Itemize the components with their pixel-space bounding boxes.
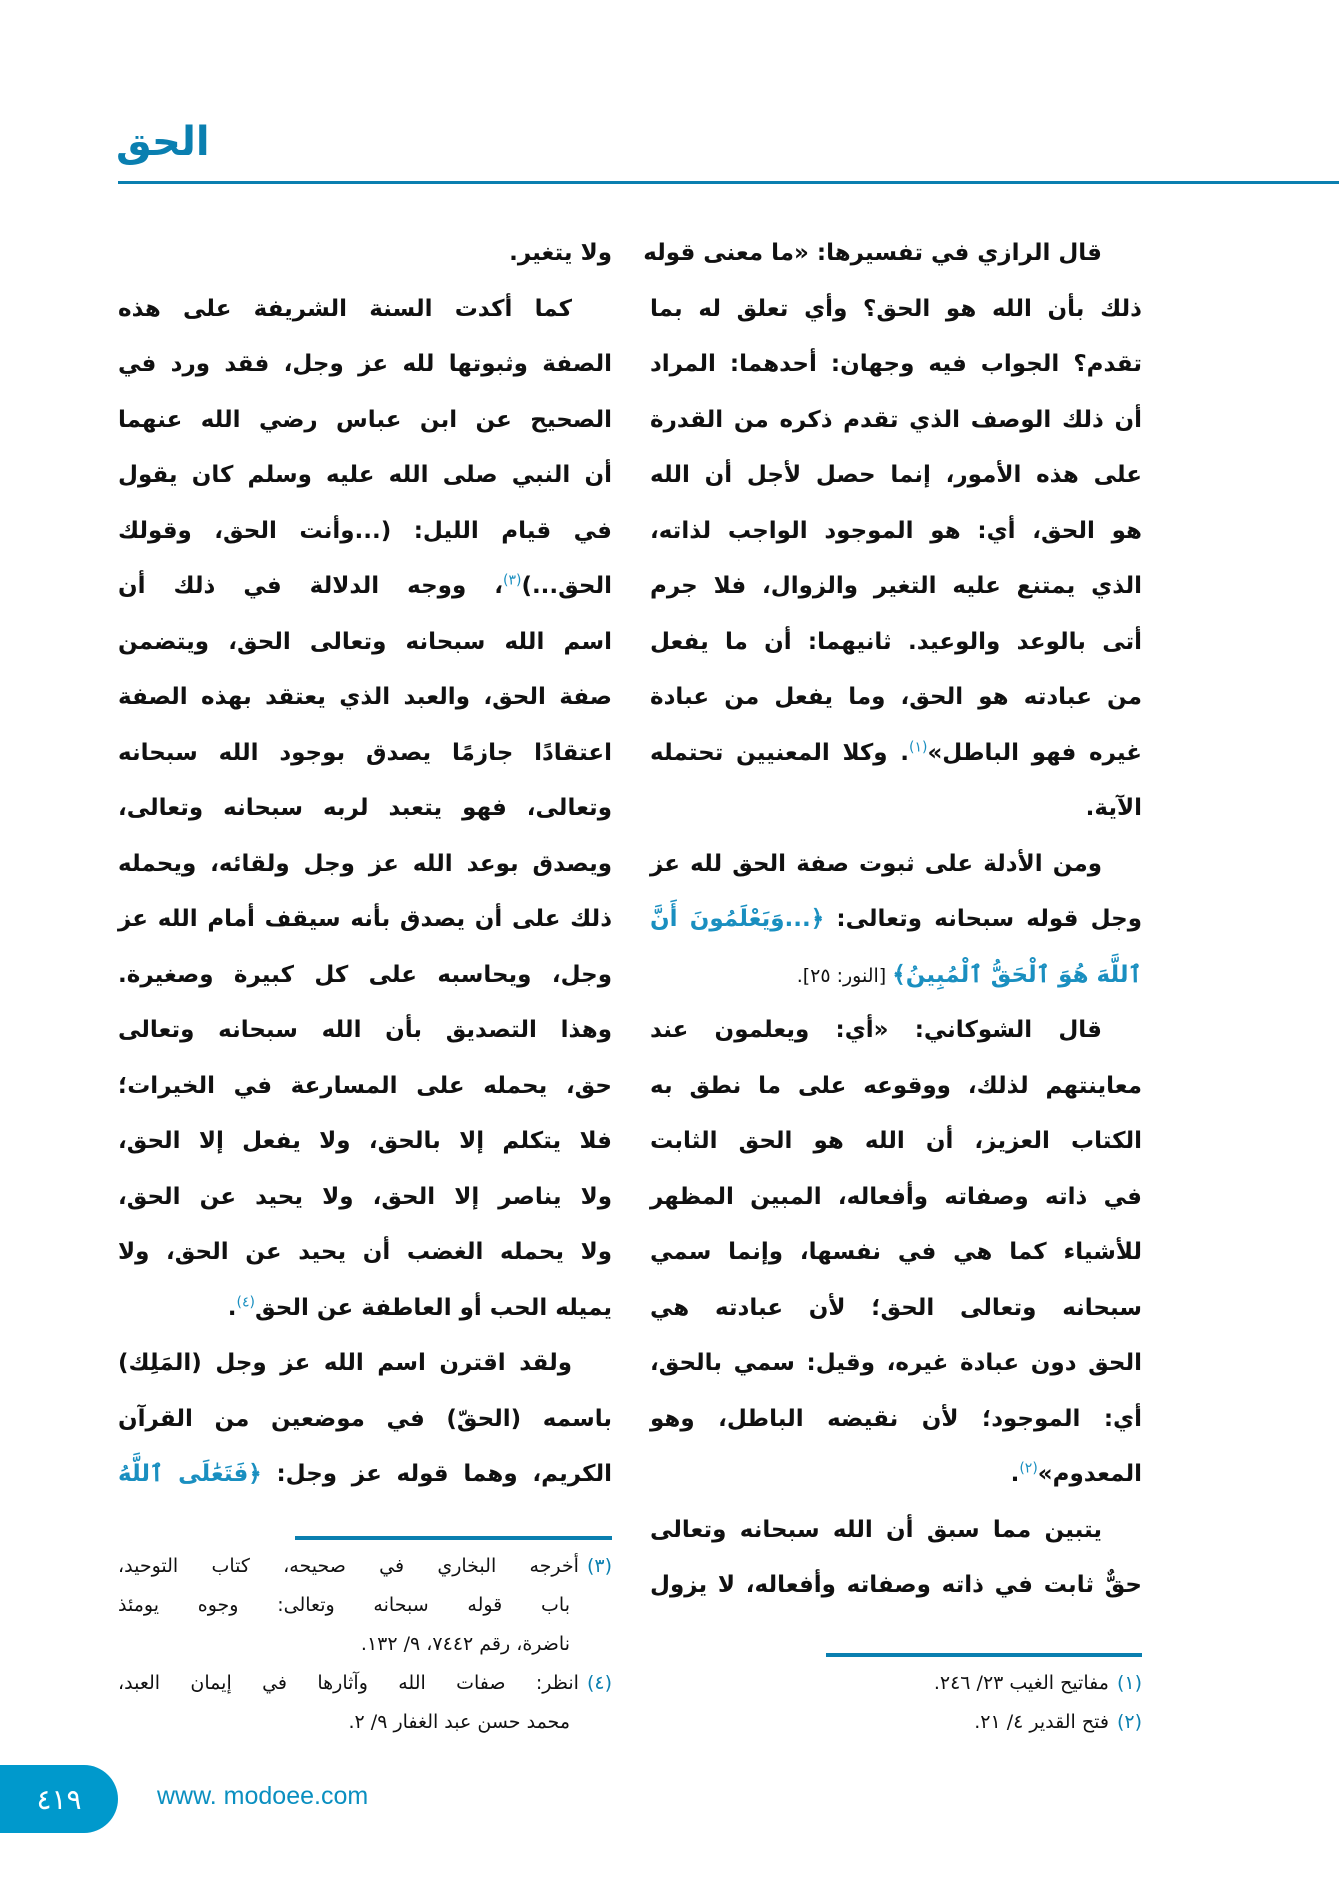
text-segment: الآية. [1085, 795, 1142, 821]
text-segment: معاينتهم لذلك، ووقوعه على ما نطق به [650, 1072, 1142, 1099]
footnote-number: (٤) [586, 1672, 612, 1694]
text-segment: على هذه الأمور، إنما حصل لأجل أن الله [650, 462, 1142, 488]
text-line [643, 226, 1142, 282]
footnote-line [118, 1586, 612, 1625]
text-line [118, 1447, 612, 1503]
footnotes-right [826, 1664, 1142, 1742]
right-text-column [643, 226, 1142, 1614]
text-line [650, 393, 1142, 449]
text-segment: . [227, 1294, 237, 1321]
text-line [650, 781, 1142, 837]
text-segment: . وكلا المعنيين تحتمله [650, 739, 909, 766]
website-link[interactable]: www. modoee.com [157, 1782, 369, 1810]
text-line [118, 781, 612, 837]
text-line [650, 448, 1142, 504]
text-line [118, 448, 612, 504]
text-segment: صفة الحق، والعبد الذي يعتقد بهذه الصفة [118, 684, 612, 710]
text-line [118, 837, 612, 893]
text-segment: وتعالى، فهو يتعبد لربه سبحانه وتعالى، [118, 795, 612, 821]
text-line [650, 1336, 1142, 1392]
quran-verse: ﴿...وَيَعْلَمُونَ أَنَّ [650, 906, 825, 932]
footnote-text: انظر: صفات الله وآثارها في إيمان العبد، [118, 1672, 579, 1694]
text-line [118, 1003, 612, 1059]
text-line [650, 1059, 1142, 1115]
text-segment: ، ووجه الدلالة في ذلك أن [118, 573, 503, 599]
text-line [118, 1336, 612, 1392]
footnote-line [118, 1664, 612, 1703]
text-line [650, 1003, 1142, 1059]
text-segment: حقٌّ ثابت في ذاته وصفاته وأفعاله، لا يزول [650, 1572, 1142, 1598]
footnote-ref[interactable]: (١) [908, 738, 928, 755]
text-segment: الكتاب العزيز، أن الله هو الحق الثابت [650, 1128, 1142, 1154]
text-segment: يتبين مما سبق أن الله سبحانه وتعالى [650, 1516, 1102, 1543]
text-line [118, 337, 612, 393]
text-segment: وجل قوله سبحانه وتعالى: [824, 906, 1142, 932]
text-segment: تقدم؟ الجواب فيه وجهان: أحدهما: المراد [650, 351, 1142, 377]
text-segment: في قيام الليل: (...وأنت الحق، وقولك [118, 517, 612, 544]
text-segment: أن ذلك الوصف الذي تقدم ذكره من القدرة [650, 406, 1142, 433]
text-line [650, 615, 1142, 671]
text-line [650, 726, 1142, 782]
text-segment: ولا يناصر إلا الحق، ولا يحيد عن الحق، [118, 1183, 612, 1210]
footnote-line [826, 1664, 1142, 1703]
footnote-text: فتح القدير ٤/ ٢١. [974, 1711, 1109, 1733]
text-line [650, 559, 1142, 615]
text-line [650, 1558, 1142, 1614]
text-segment: الذي يمتنع عليه التغير والزوال، فلا جرم [650, 573, 1142, 599]
text-line [650, 1114, 1142, 1170]
text-line [118, 559, 612, 615]
text-line [650, 1392, 1142, 1448]
page-number: ٤١٩ [36, 1782, 82, 1816]
text-segment: أتى بالوعد والوعيد. ثانيهما: أن ما يفعل [650, 628, 1142, 655]
text-line [650, 670, 1142, 726]
text-segment: . [1010, 1461, 1020, 1487]
footnote-line [118, 1625, 612, 1664]
text-segment: الكريم، وهما قوله عز وجل: [261, 1461, 612, 1487]
text-line [650, 1503, 1142, 1559]
text-segment: ولقد اقترن اسم الله عز وجل (المَلِك) [118, 1350, 572, 1376]
text-segment: ذلك بأن الله هو الحق؟ وأي تعلق له بما [650, 295, 1142, 322]
text-segment: وجل، ويحاسبه على كل كبيرة وصغيرة. [118, 961, 612, 988]
footnote-number: (١) [1116, 1672, 1142, 1694]
text-segment: ويصدق بوعد الله عز وجل ولقائه، ويحمله [118, 850, 612, 877]
text-segment: أن النبي صلى الله عليه وسلم كان يقول [118, 462, 612, 488]
text-line [650, 1447, 1142, 1503]
text-segment: الصفة وثبوتها لله عز وجل، فقد ورد في [118, 351, 612, 377]
citation: [النور: ٢٥]. [796, 964, 893, 987]
footnote-rule-left [295, 1536, 612, 1540]
text-line [650, 892, 1142, 948]
text-segment: هو الحق، أي: هو الموجود الواجب لذاته، [650, 517, 1142, 544]
header-rule [118, 181, 1339, 184]
quran-verse: ٱللَّهَ هُوَ ٱلْحَقُّ ٱلْمُبِينُ﴾ [892, 961, 1142, 988]
text-line [118, 226, 612, 282]
text-line [118, 1392, 612, 1448]
text-segment: ولا يتغير. [509, 240, 612, 266]
text-segment: الصحيح عن ابن عباس رضي الله عنهما [118, 406, 612, 433]
text-segment: فلا يتكلم إلا بالحق، ولا يفعل إلا الحق، [118, 1128, 612, 1154]
footnote-line [118, 1547, 612, 1586]
text-line [118, 892, 612, 948]
text-line [650, 282, 1142, 338]
text-line [118, 670, 612, 726]
text-line [118, 1281, 612, 1337]
text-segment: ولا يحمله الغضب أن يحيد عن الحق، ولا [118, 1239, 612, 1265]
text-segment: اسم الله سبحانه وتعالى الحق، ويتضمن [118, 628, 612, 655]
text-segment: للأشياء كما هي في نفسها، وإنما سمي [650, 1239, 1142, 1265]
text-segment: كما أكدت السنة الشريفة على هذه [118, 295, 572, 322]
text-line [650, 504, 1142, 560]
left-text-column [118, 226, 612, 1503]
text-line [118, 948, 612, 1004]
text-segment: الحق دون عبادة غيره، وقيل: سمي بالحق، [650, 1350, 1142, 1376]
footnote-number: (٣) [586, 1555, 612, 1577]
text-line [650, 1281, 1142, 1337]
text-line [118, 282, 612, 338]
text-line [118, 1114, 612, 1170]
text-segment: الحق...) [521, 573, 612, 599]
text-segment: المعدوم» [1037, 1461, 1142, 1487]
footnote-ref[interactable]: (٢) [1019, 1460, 1038, 1477]
chapter-title: الحق [116, 118, 210, 165]
text-line [118, 504, 612, 560]
footnote-text: ناضرة، رقم ٧٤٤٢، ٩/ ١٣٢. [360, 1633, 570, 1655]
text-segment: سبحانه وتعالى الحق؛ لأن عبادته هي [650, 1294, 1142, 1321]
text-segment: حق، يحمله على المسارعة في الخيرات؛ [118, 1072, 612, 1099]
text-segment: في ذاته وصفاته وأفعاله، المبين المظهر [650, 1183, 1142, 1210]
text-line [650, 337, 1142, 393]
text-line [650, 1170, 1142, 1226]
text-segment: قال الرازي في تفسيرها: «ما معنى قوله [643, 240, 1102, 266]
text-line [118, 615, 612, 671]
text-segment: اعتقادًا جازمًا يصدق بوجود الله سبحانه [118, 739, 612, 766]
footnote-line [826, 1703, 1142, 1742]
text-line [118, 1170, 612, 1226]
text-line [650, 1225, 1142, 1281]
text-segment: يميله الحب أو العاطفة عن الحق [255, 1294, 612, 1321]
text-segment: وهذا التصديق بأن الله سبحانه وتعالى [118, 1017, 612, 1043]
text-line [650, 948, 1142, 1004]
text-segment: باسمه (الحقّ) في موضعين من القرآن [118, 1405, 612, 1432]
footnote-text: محمد حسن عبد الغفار ٩/ ٢. [348, 1711, 570, 1733]
footnote-line [118, 1703, 612, 1742]
text-line [118, 726, 612, 782]
footnote-text: باب قوله سبحانه وتعالى: وجوه يومئذ [118, 1594, 570, 1616]
footnote-rule-right [826, 1653, 1142, 1657]
text-segment: من عبادته هو الحق، وما يفعل من عبادة [650, 684, 1142, 710]
text-segment: ومن الأدلة على ثبوت صفة الحق لله عز [650, 850, 1102, 877]
text-segment: غيره فهو الباطل» [927, 739, 1142, 766]
quran-verse: ﴿فَتَعَٰلَى ٱللَّهُ [118, 1461, 262, 1487]
footnote-ref[interactable]: (٣) [502, 572, 522, 589]
footnote-number: (٢) [1116, 1711, 1142, 1733]
text-line [118, 1225, 612, 1281]
footnote-text: مفاتيح الغيب ٢٣/ ٢٤٦. [933, 1672, 1109, 1694]
page-number-badge [0, 1765, 118, 1833]
text-line [650, 837, 1142, 893]
footnote-text: أخرجه البخاري في صحيحه، كتاب التوحيد، [118, 1555, 579, 1577]
text-line [118, 393, 612, 449]
text-segment: قال الشوكاني: «أي: ويعلمون عند [650, 1017, 1102, 1043]
text-segment: ذلك على أن يصدق بأنه سيقف أمام الله عز [118, 906, 612, 932]
text-segment: أي: الموجود؛ لأن نقيضه الباطل، وهو [650, 1405, 1142, 1432]
footnotes-left [118, 1547, 612, 1742]
text-line [118, 1059, 612, 1115]
footnote-ref[interactable]: (٤) [236, 1293, 256, 1310]
